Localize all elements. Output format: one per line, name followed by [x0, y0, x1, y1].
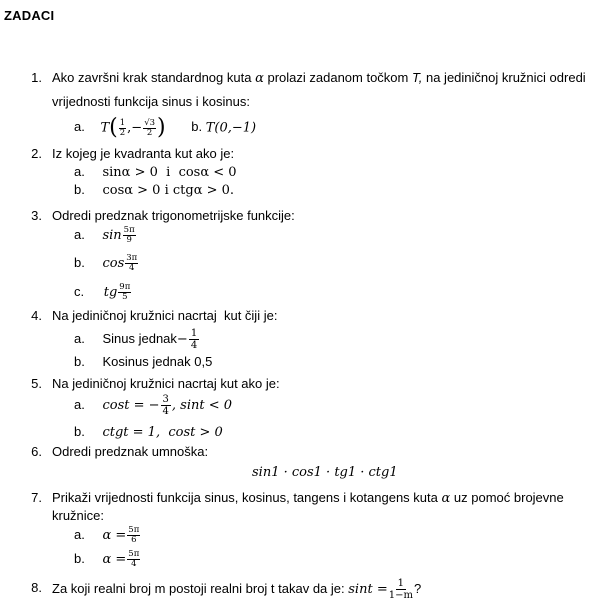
fraction: $\frac{1}{1-m}$: [388, 578, 413, 601]
part-label: a.: [74, 226, 85, 242]
task-3-part-b: [74, 254, 139, 280]
math-expression: sinα > 0 i cosα < 0: [102, 165, 237, 180]
task-text: Ako završni krak standardnog kuta: [52, 70, 252, 85]
part-label: b.: [74, 354, 85, 369]
task-text: Odredi predznak trigonometrijske funkcije:: [52, 208, 295, 223]
task-number: 7.: [31, 490, 42, 505]
task-number: 6.: [31, 444, 42, 459]
part-label: b.: [74, 550, 85, 566]
task-number: 2.: [31, 146, 42, 161]
task-1-parts: a. T( $\frac{1}{2}$ ,− $\frac{√3}{2}$ ) b. T(0,−1): [74, 115, 257, 140]
task-3-part-c: [74, 283, 132, 309]
task-5-part-b: [74, 424, 223, 441]
point-symbol: T,: [412, 70, 423, 85]
task-4-part-a: a. Sinus jednak− $\frac{1}{4}$: [74, 328, 198, 351]
part-text: Kosinus jednak 0,5: [102, 354, 213, 369]
part-label: a.: [74, 330, 85, 346]
fraction: $\frac{3}{4}$: [162, 394, 169, 417]
part-label: b.: [74, 254, 85, 270]
task-text: Prikaži vrijednosti funkcija sinus, kosinus, tangens i kotangens kuta: [52, 490, 438, 505]
fraction: $\frac{5\pi}{4}$: [128, 549, 140, 569]
part-label: b.: [191, 119, 203, 135]
task-7-line-2: [52, 508, 104, 524]
part-label: c.: [74, 283, 85, 299]
part-label: b.: [74, 424, 85, 439]
task-number: 3.: [31, 208, 42, 223]
part-label: a.: [74, 396, 85, 412]
fraction: $\frac{√3}{2}$: [144, 117, 156, 138]
fraction: $\frac{1}{2}$: [119, 117, 126, 138]
part-text: Sinus jednak: [102, 330, 177, 346]
task-number: 1.: [31, 70, 42, 85]
task-5-part-a: a. cost = − $\frac{3}{4}$ , sint < 0: [74, 394, 233, 417]
alpha-symbol: α: [255, 71, 264, 86]
alpha-symbol: α: [441, 491, 451, 506]
task-7-part-b: b. α = $\frac{5\pi}{4}$: [74, 549, 140, 569]
fraction: $\frac{5\pi}{6}$: [128, 525, 140, 545]
math-expression: sin1 · cos1 · tg1 · ctg1: [252, 465, 398, 480]
task-text: prolazi zadanom točkom: [267, 70, 409, 85]
task-text: kružnice:: [52, 508, 105, 523]
part-label: a.: [74, 164, 85, 179]
task-2-part-a: [74, 164, 237, 181]
function-name: tg: [103, 284, 118, 300]
part-label: b.: [74, 182, 85, 197]
part-label: a.: [74, 526, 85, 542]
part-label: a.: [74, 119, 85, 135]
point-symbol: T: [100, 120, 110, 136]
task-text: Na jediničnoj kružnici nacrtaj kut čiji je:: [52, 308, 278, 323]
task-6-expression: [252, 464, 398, 481]
task-text: Iz kojeg je kvadranta kut ako je:: [52, 146, 235, 161]
task-text: vrijednosti funkcija sinus i kosinus:: [52, 94, 250, 109]
task-number: 8.: [31, 580, 42, 595]
fraction: $\frac{5\pi}{9}$: [123, 225, 135, 245]
math-expression: cosα > 0 i ctgα > 0.: [102, 183, 235, 198]
task-text: Odredi predznak umnoška:: [52, 444, 209, 459]
math-expression: ctgt = 1, cost > 0: [102, 425, 223, 440]
fraction: $\frac{3\pi}{4}$: [126, 253, 138, 273]
task-2-part-b: [74, 182, 234, 199]
task-7-part-a: a. α = $\frac{5\pi}{6}$: [74, 525, 140, 545]
task-number: 5.: [31, 376, 42, 391]
function-name: cos: [102, 255, 125, 271]
fraction: $\frac{9\pi}{5}$: [119, 282, 131, 302]
fraction: $\frac{1}{4}$: [190, 328, 198, 351]
task-text: Na jediničnoj kružnici nacrtaj kut ako je:: [52, 376, 280, 391]
task-number: 4.: [31, 308, 42, 323]
task-text: Za koji realni broj m postoji realni broj t takav da je:: [52, 580, 345, 596]
math-expression: T(0,−1): [205, 120, 257, 136]
task-4-part-b: [74, 354, 212, 370]
task-text: uz pomoć brojevne: [453, 490, 564, 505]
function-name: sin: [102, 227, 122, 243]
task-text: na jediničnoj kružnici odredi: [425, 70, 586, 85]
task-3-part-a: [74, 226, 137, 252]
page-title: ZADACI: [4, 8, 55, 23]
task-1-line-2: [52, 94, 250, 110]
